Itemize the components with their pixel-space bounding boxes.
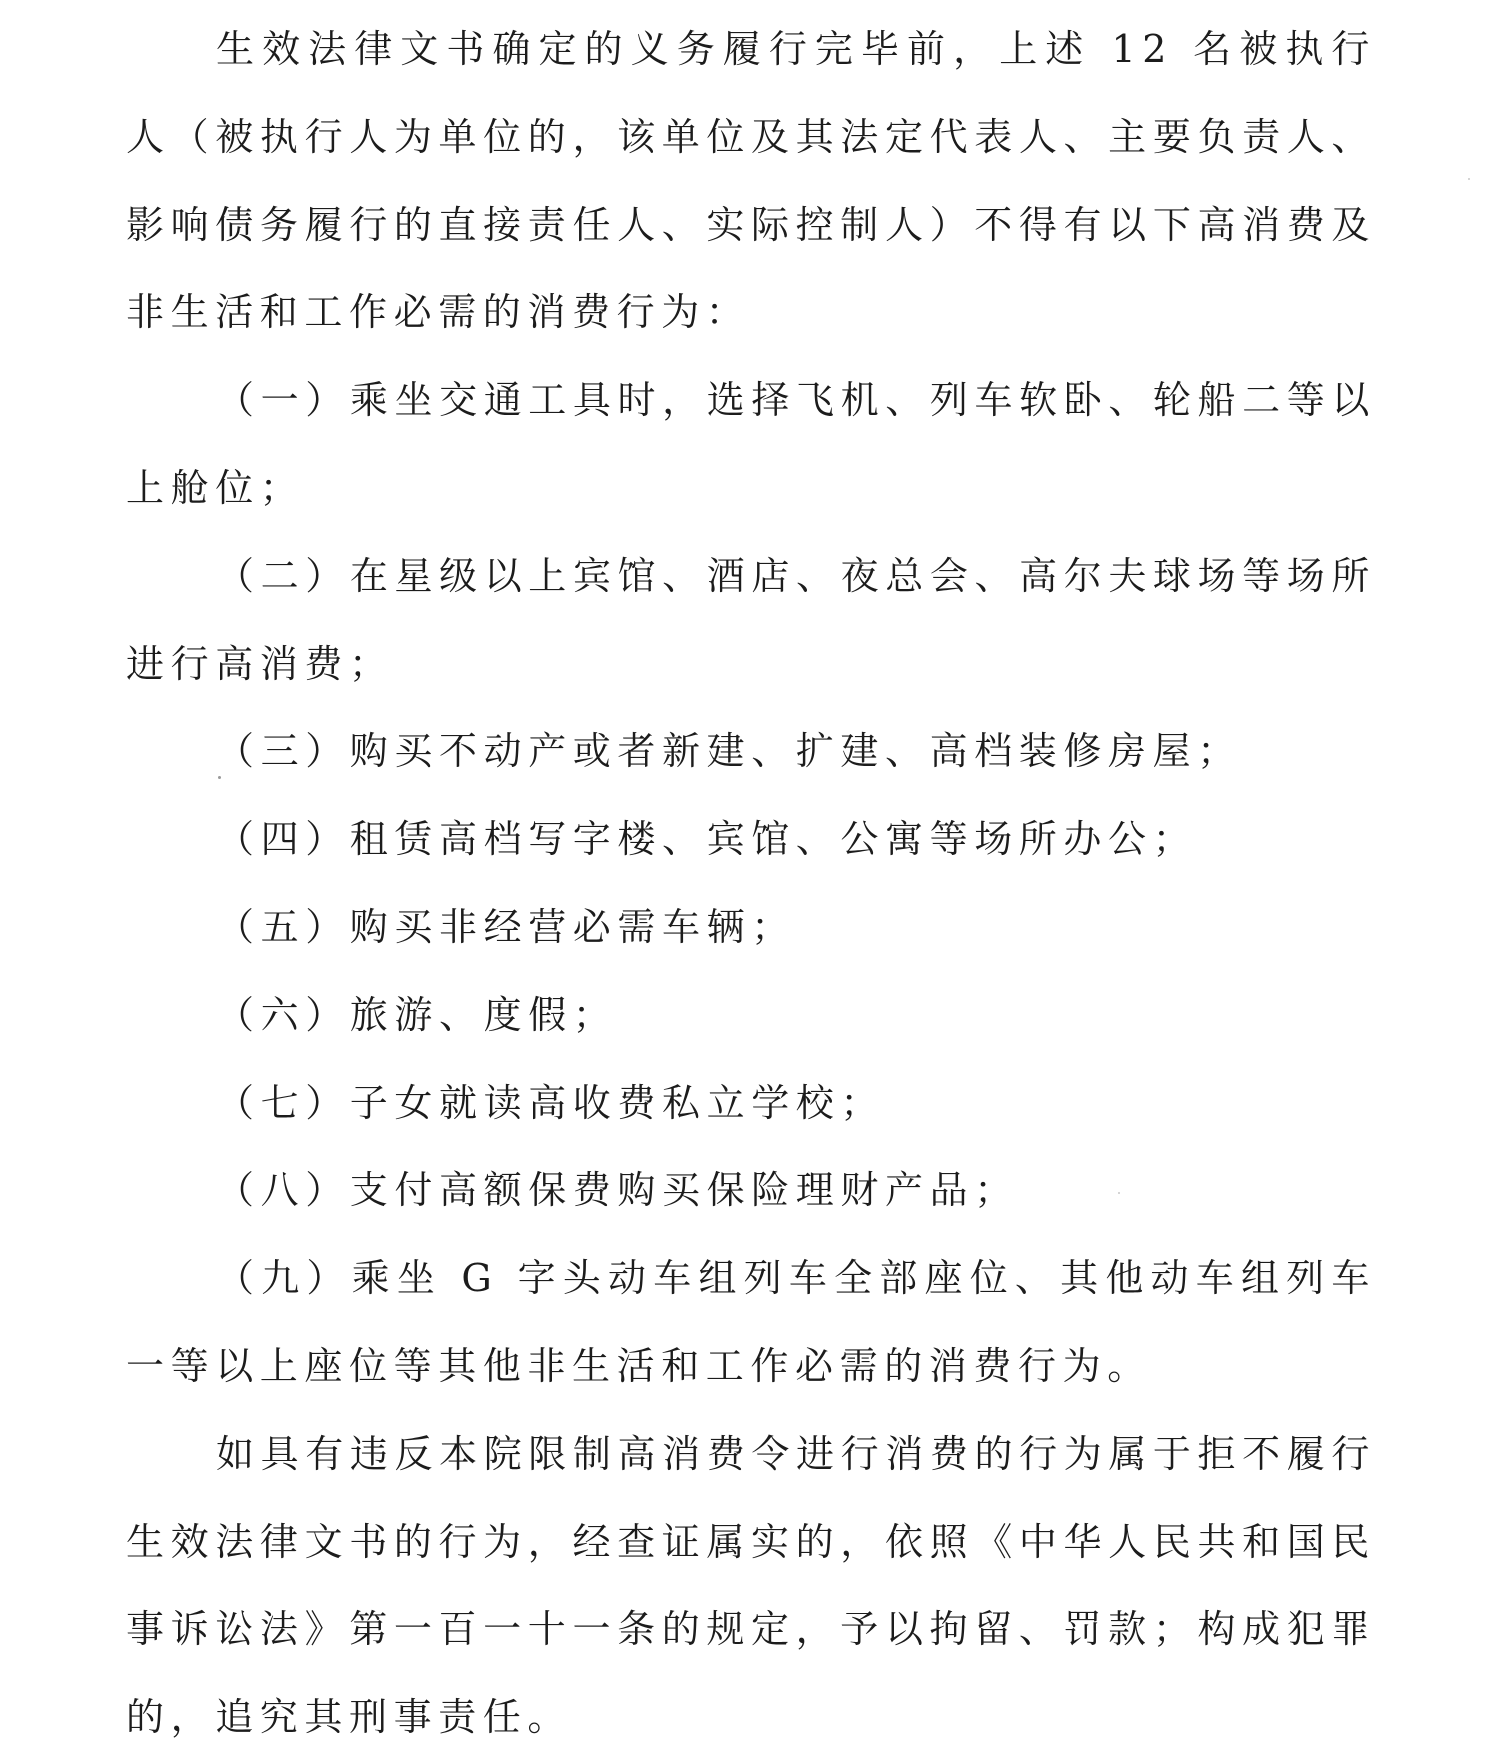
scan-speck [1118,1192,1120,1194]
paragraph-item-7: （七）子女就读高收费私立学校； [216,1080,886,1125]
paragraph-item-6: （六）旅游、度假； [216,992,618,1037]
paragraph-item-2: （二）在星级以上宾馆、酒店、夜总会、高尔夫球场等场所进行高消费； [126,553,1376,686]
scan-speck [1468,178,1470,180]
document-body [126,6,1376,1762]
paragraph-item-3: （三）购买不动产或者新建、扩建、高档装修房屋； [216,729,1242,774]
paragraph-item-8: （八）支付高额保费购买保险理财产品； [216,1168,1019,1213]
paragraph-item-4: （四）租赁高档写字楼、宾馆、公寓等场所办公； [216,817,1198,862]
scan-speck [218,776,221,779]
paragraph-penalty-notice: 如具有违反本院限制高消费令进行消费的行为属于拒不履行生效法律文书的行为，经查证属实的，依照《中华人民共和国民事诉讼法》第一百一十一条的规定，予以拘留、罚款；构成犯罪的，追究其刑事责任。 [126,1431,1376,1740]
paragraph-item-9: （九）乘坐 G 字头动车组列车全部座位、其他动车组列车一等以上座位等其他非生活和工作必需的消费行为。 [126,1256,1376,1388]
paragraph-item-1: （一）乘坐交通工具时，选择飞机、列车软卧、轮船二等以上舱位； [126,378,1376,510]
paragraph-obligation-intro: 生效法律文书确定的义务履行完毕前，上述 12 名被执行人（被执行人为单位的，该单位及其法定代表人、主要负责人、影响债务履行的直接责任人、实际控制人）不得有以下高消费及非生活和工作必需的消费行为： [126,27,1376,335]
paragraph-item-5: （五）购买非经营必需车辆； [216,904,796,949]
